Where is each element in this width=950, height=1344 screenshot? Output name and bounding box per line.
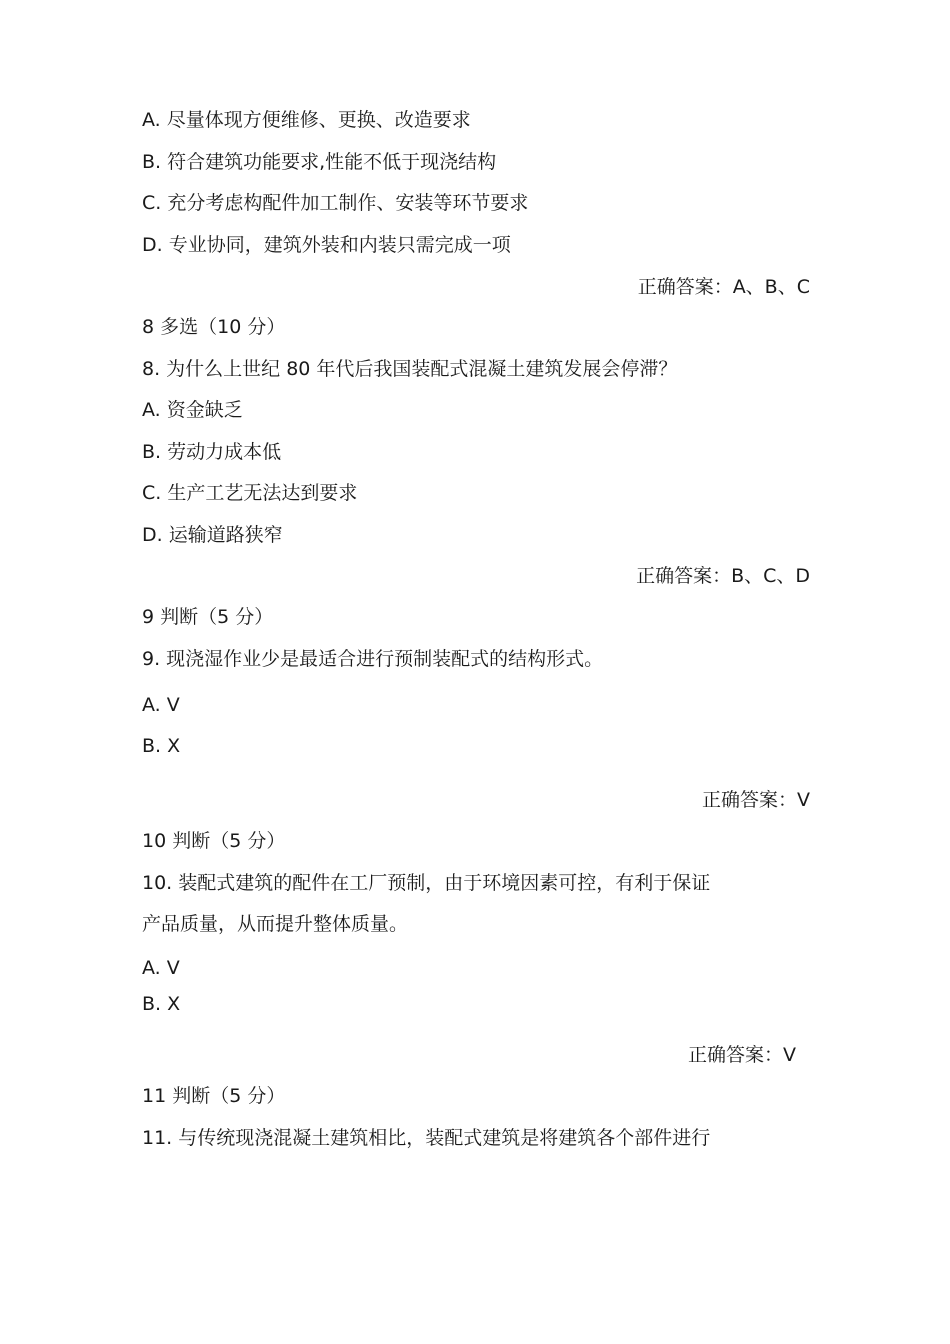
- q9-answer: 正确答案：V: [702, 789, 810, 811]
- q7-option-d: D. 专业协同，建筑外装和内装只需完成一项: [142, 234, 511, 256]
- q10-answer: 正确答案：V: [688, 1044, 796, 1066]
- q7-answer: 正确答案：A、B、C: [637, 276, 810, 298]
- q9-header: 9 判断（5 分）: [142, 606, 274, 628]
- q9-question: 9. 现浇湿作业少是最适合进行预制装配式的结构形式。: [142, 648, 604, 670]
- q10-question-line-1: 10. 装配式建筑的配件在工厂预制，由于环境因素可控，有利于保证: [142, 872, 711, 894]
- q7-option-a: A. 尽量体现方便维修、更换、改造要求: [142, 109, 471, 131]
- q11-question: 11. 与传统现浇混凝土建筑相比，装配式建筑是将建筑各个部件进行: [142, 1127, 711, 1149]
- q9-option-a: A. V: [142, 694, 180, 716]
- q8-question: 8. 为什么上世纪 80 年代后我国装配式混凝土建筑发展会停滞？: [142, 358, 678, 380]
- q7-option-b: B. 符合建筑功能要求,性能不低于现浇结构: [142, 151, 497, 173]
- q7-option-c: C. 充分考虑构配件加工制作、安装等环节要求: [142, 192, 529, 214]
- q8-option-d: D. 运输道路狭窄: [142, 524, 283, 546]
- q9-option-b: B. X: [142, 735, 181, 757]
- q10-header: 10 判断（5 分）: [142, 830, 286, 852]
- q8-option-a: A. 资金缺乏: [142, 399, 243, 421]
- q8-answer: 正确答案：B、C、D: [636, 565, 810, 587]
- q10-option-b: B. X: [142, 993, 181, 1015]
- q10-option-a: A. V: [142, 957, 180, 979]
- q10-question-line-2: 产品质量，从而提升整体质量。: [142, 913, 409, 935]
- q8-option-c: C. 生产工艺无法达到要求: [142, 482, 358, 504]
- q11-header: 11 判断（5 分）: [142, 1085, 286, 1107]
- q8-option-b: B. 劳动力成本低: [142, 441, 282, 463]
- q8-header: 8 多选（10 分）: [142, 316, 286, 338]
